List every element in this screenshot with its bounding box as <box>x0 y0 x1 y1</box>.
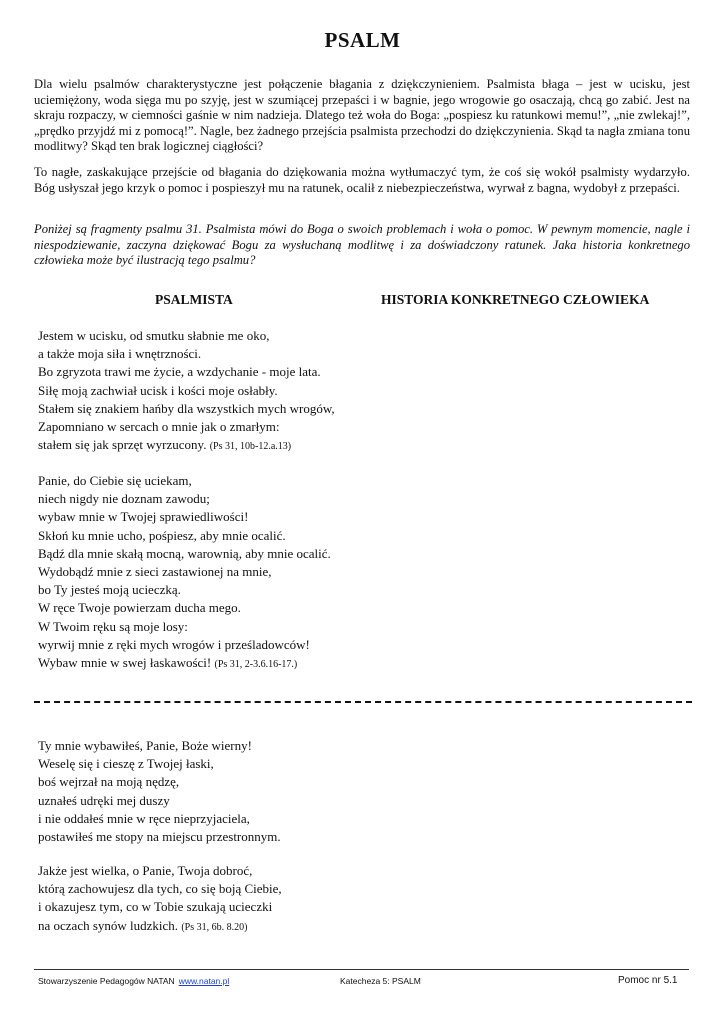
verse-line: Jakże jest wielka, o Panie, Twoja dobroć, <box>38 863 253 878</box>
verse-line: Siłę moją zachwiał ucisk i kości moje osłabły. <box>38 382 278 398</box>
verse-line: W ręce Twoje powierzam ducha mego. <box>38 600 241 616</box>
footer-organization <box>38 976 229 986</box>
cut-line-divider <box>34 701 692 703</box>
verse-line: Stałem się znakiem hańby dla wszystkich mych wrogów, <box>38 400 335 416</box>
footer-page-label: Pomoc nr 5.1 <box>618 975 678 986</box>
verse-line: wyrwij mnie z ręki mych wrogów i prześladowców! <box>38 636 310 652</box>
intro-paragraph-2: To nagłe, zaskakujące przejście od błagania do dziękowania można wytłumaczyć tym, że coś się wokół psalmisty wydarzyło. Bóg usłyszał jego krzyk o pomoc i pospieszył mu na ratunek, ocalił z niebezpieczeństwa, wyrwał z bagna, wydobył z przepaści. <box>34 165 690 195</box>
verse-line: Weselę się i cieszę z Twojej łaski, <box>38 756 214 772</box>
verse-line: Wydobądź mnie z sieci zastawionej na mnie, <box>38 564 272 580</box>
verse-line: Skłoń ku mnie ucho, pośpiesz, aby mnie ocalić. <box>38 527 286 543</box>
verse-line: bo Ty jesteś moją ucieczką. <box>38 582 181 598</box>
intro-paragraph-1: Dla wielu psalmów charakterystyczne jest połączenie błagania z dziękczynieniem. Psalmista błaga – jest w ucisku, jest uciemiężony, woda sięga mu po szyję, jest w szumiącej przepaści i w bagnie, jego wrogowie go osaczają, chcą go zabić. Jest na skraju rozpaczy, w ciemności gaśnie w nim nadzieja. Dlatego też woła do Boga: „pospiesz ku ratunkowi memu!”, „nie zwlekaj!”, „prędko przyjdź mi z pomocą!”. Nagle, bez żadnego przejścia psalmista przechodzi do dziękczynienia. Skąd ta nagła zmiana tonu modlitwy? Skąd ten brak logicznej ciągłości? <box>34 77 690 154</box>
footer-website-link[interactable]: www.natan.pl <box>178 976 230 986</box>
verse-text: stałem się jak sprzęt wyrzucony. <box>38 437 207 453</box>
column-heading-historia: HISTORIA KONKRETNEGO CZŁOWIEKA <box>381 292 650 307</box>
verse-line: uznałeś udręki mej duszy <box>38 792 170 808</box>
intro-paragraph-task: Poniżej są fragmenty psalmu 31. Psalmista mówi do Boga o swoich problemach i woła o pomoc. W pewnym momencie, nagle i niespodziewanie, zaczyna dziękować Bogu za wysłuchaną modlitwę i za doświadczony ratunek. Jaka historia konkretnego człowieka może być ilustracją tego psalmu? <box>34 222 690 268</box>
verse-line: Panie, do Ciebie się uciekam, <box>38 473 192 488</box>
verse-line: Ty mnie wybawiłeś, Panie, Boże wierny! <box>38 738 252 753</box>
verse-line: niech nigdy nie doznam zawodu; <box>38 491 210 507</box>
verse-line <box>38 917 282 937</box>
verse-line: Zapomniano w sercach o mnie jak o zmarłym: <box>38 419 280 435</box>
verse-block-plea <box>38 472 331 674</box>
verse-line: boś wejrzał na moją nędzę, <box>38 774 180 790</box>
verse-line: a także moja siła i wnętrzności. <box>38 346 202 362</box>
scripture-reference: (Ps 31, 6b. 8.20) <box>181 921 248 933</box>
footer-divider <box>34 969 689 970</box>
page-title: PSALM <box>324 28 401 52</box>
verse-line: którą zachowujesz dla tych, co się boją Ciebie, <box>38 881 282 897</box>
verse-block-thanksgiving <box>38 737 281 846</box>
verse-line: i nie oddałeś mnie w ręce nieprzyjaciela, <box>38 810 250 826</box>
verse-line: Bo zgryzota trawi me życie, a wzdychanie - moje lata. <box>38 364 321 380</box>
scripture-reference: (Ps 31, 2-3.6.16-17.) <box>214 659 298 671</box>
verse-line <box>38 654 331 674</box>
verse-text: na oczach synów ludzkich. <box>38 917 179 933</box>
verse-block-praise <box>38 862 282 937</box>
verse-line: W Twoim ręku są moje losy: <box>38 618 188 634</box>
verse-block-lament-1 <box>38 327 335 456</box>
verse-line: Jestem w ucisku, od smutku słabnie me oko, <box>38 328 270 343</box>
column-heading-psalmista: PSALMISTA <box>155 292 233 307</box>
scripture-reference: (Ps 31, 10b-12.a.13) <box>209 441 292 453</box>
verse-line: wybaw mnie w Twojej sprawiedliwości! <box>38 509 249 525</box>
verse-line: Bądź dla mnie skałą mocną, warownią, aby mnie ocalić. <box>38 545 331 561</box>
verse-line <box>38 436 335 456</box>
footer-org-name: Stowarzyszenie Pedagogów NATAN <box>38 976 175 986</box>
verse-text: Wybaw mnie w swej łaskawości! <box>38 655 212 671</box>
verse-line: i okazujesz tym, co w Tobie szukają ucieczki <box>38 899 273 915</box>
footer-lesson: Katecheza 5: PSALM <box>340 976 421 986</box>
verse-line: postawiłeś me stopy na miejscu przestronnym. <box>38 829 281 845</box>
